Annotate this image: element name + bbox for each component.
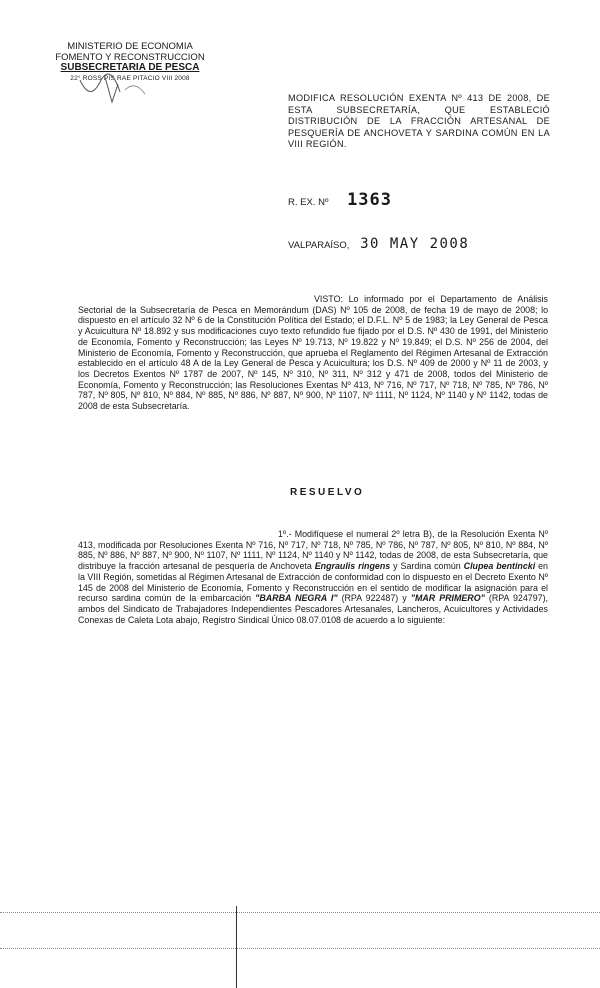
place-date-line [288,236,469,252]
item-1-text-c: en la VIII Región, sometidas al Régimen Artesanal de Extracción de conformidad con lo dispuesto en el Decreto Exento Nº 145 de 2008 del Ministerio de Economía, Fomento y Reconstrucción en el sentido de modificar la asignación para el recurso sardina común de la embarcación [78,561,548,604]
resuelvo-heading: RESUELVO [290,487,365,498]
boat-barba-negra: "BARBA NEGRA I" [255,593,338,604]
visto-paragraph: VISTO: Lo informado por el Departamento de Análisis Sectorial de la Subsecretaría de Pesca en Memorándum (DAS) Nº 105 de 2008, de fecha 19 de mayo de 2008; lo dispuesto en el artículo 32 Nº 6 de la Constitución Política del Estado; el D.F.L. Nº 5 de 1983; la Ley General de Pesca y Acuicultura Nº 18.892 y sus modificaciones cuyo texto refundido fue fijado por el D.S. Nº 430 de 1991, del Ministerio de Economía, Fomento y Reconstrucción; las Leyes Nº 19.713, Nº 19.822 y Nº 19.849; el D.S. Nº 256 de 2004, del Ministerio de Economía, Fomento y Reconstrucción, que aprueba el Reglamento del Régimen Artesanal de Extracción establecido en el artículo 48 A de la Ley General de Pesca y Acuicultura; los D.S. Nº 409 de 2000 y Nº 11 de 2003, y los Decretos Exentos Nº 1787 de 2007, Nº 145, Nº 310, Nº 311, Nº 312 y 471 de 2008, todos del Ministerio de Economía, Fomento y Reconstrucción; las Resoluciones Exentas Nº 413, Nº 716, Nº 717, Nº 718, Nº 785, Nº 786, Nº 787, Nº 805, Nº 810, Nº 884, Nº 885, Nº 886, Nº 887, Nº 900, Nº 1107, Nº 1111, Nº 1124, Nº 1140 y Nº 1142, todas de 2008 de esta Subsecretaría. [78,294,548,412]
table-column-divider [236,906,237,988]
resolution-subject: MODIFICA RESOLUCIÓN EXENTA Nº 413 DE 2008, DE ESTA SUBSECRETARÍA, QUE ESTABLECIÓ DISTRIBUCIÓN DE LA FRACCIÓN ARTESANAL DE PESQUERÍA DE ANCHOVETA Y SARDINA COMÚN EN LA VIII REGIÓN. [288,93,550,149]
ministry-name: MINISTERIO DE ECONOMIA [67,41,193,52]
table-top-border [0,912,600,913]
item-1-paragraph [78,529,548,625]
item-1-text-e: (RPA 924797), ambos del Sindicato de Trabajadores Independientes Pescadores Artesanales, Lancheros, Acuicultores y Actividades Conexas de Caleta Lota abajo, Registro Sindical Único 08.07.0108 de acuerdo a lo siguiente: [78,593,548,625]
resolution-number-line [288,190,392,210]
table-row-border [0,948,600,949]
resolution-number: 1363 [347,190,393,210]
date-stamp: 30 MAY 2008 [360,236,470,252]
ministry-subtitle: FOMENTO Y RECONSTRUCCION [55,51,205,63]
signature-stamp [70,72,160,112]
item-1-text-a: 1º.- Modifíquese el numeral 2º letra B), de la Resolución Exenta Nº 413, modificada por Resoluciones Exenta Nº 716, Nº 717, Nº 718, Nº 785, Nº 786, Nº 787, Nº 805, Nº 810, Nº 884, Nº 885, Nº 886, Nº 887, Nº 900, Nº 1107, Nº 1111, Nº 1124, Nº 1140 y Nº 1142, todas de 2008, de esta Subsecretaría, que distribuye la fracción artesanal de pesquería de Anchoveta [78,529,548,572]
subsecretariat-name: SUBSECRETARIA DE PESCA [60,62,200,73]
boat-mar-primero: "MAR PRIMERO" [410,593,485,604]
species-anchoveta: Engraulis ringens [314,561,391,572]
resolution-label: R. EX. Nº [288,197,329,208]
letterhead-address: 22° ROSS PIS RAE PITACIO VIII 2008 [70,74,190,82]
place: VALPARAÍSO, [288,240,350,251]
item-1-text-d: (RPA 922487) y [337,593,411,604]
species-sardina: Clupea bentincki [463,561,536,572]
item-1-text-b: y Sardina común [390,561,464,572]
